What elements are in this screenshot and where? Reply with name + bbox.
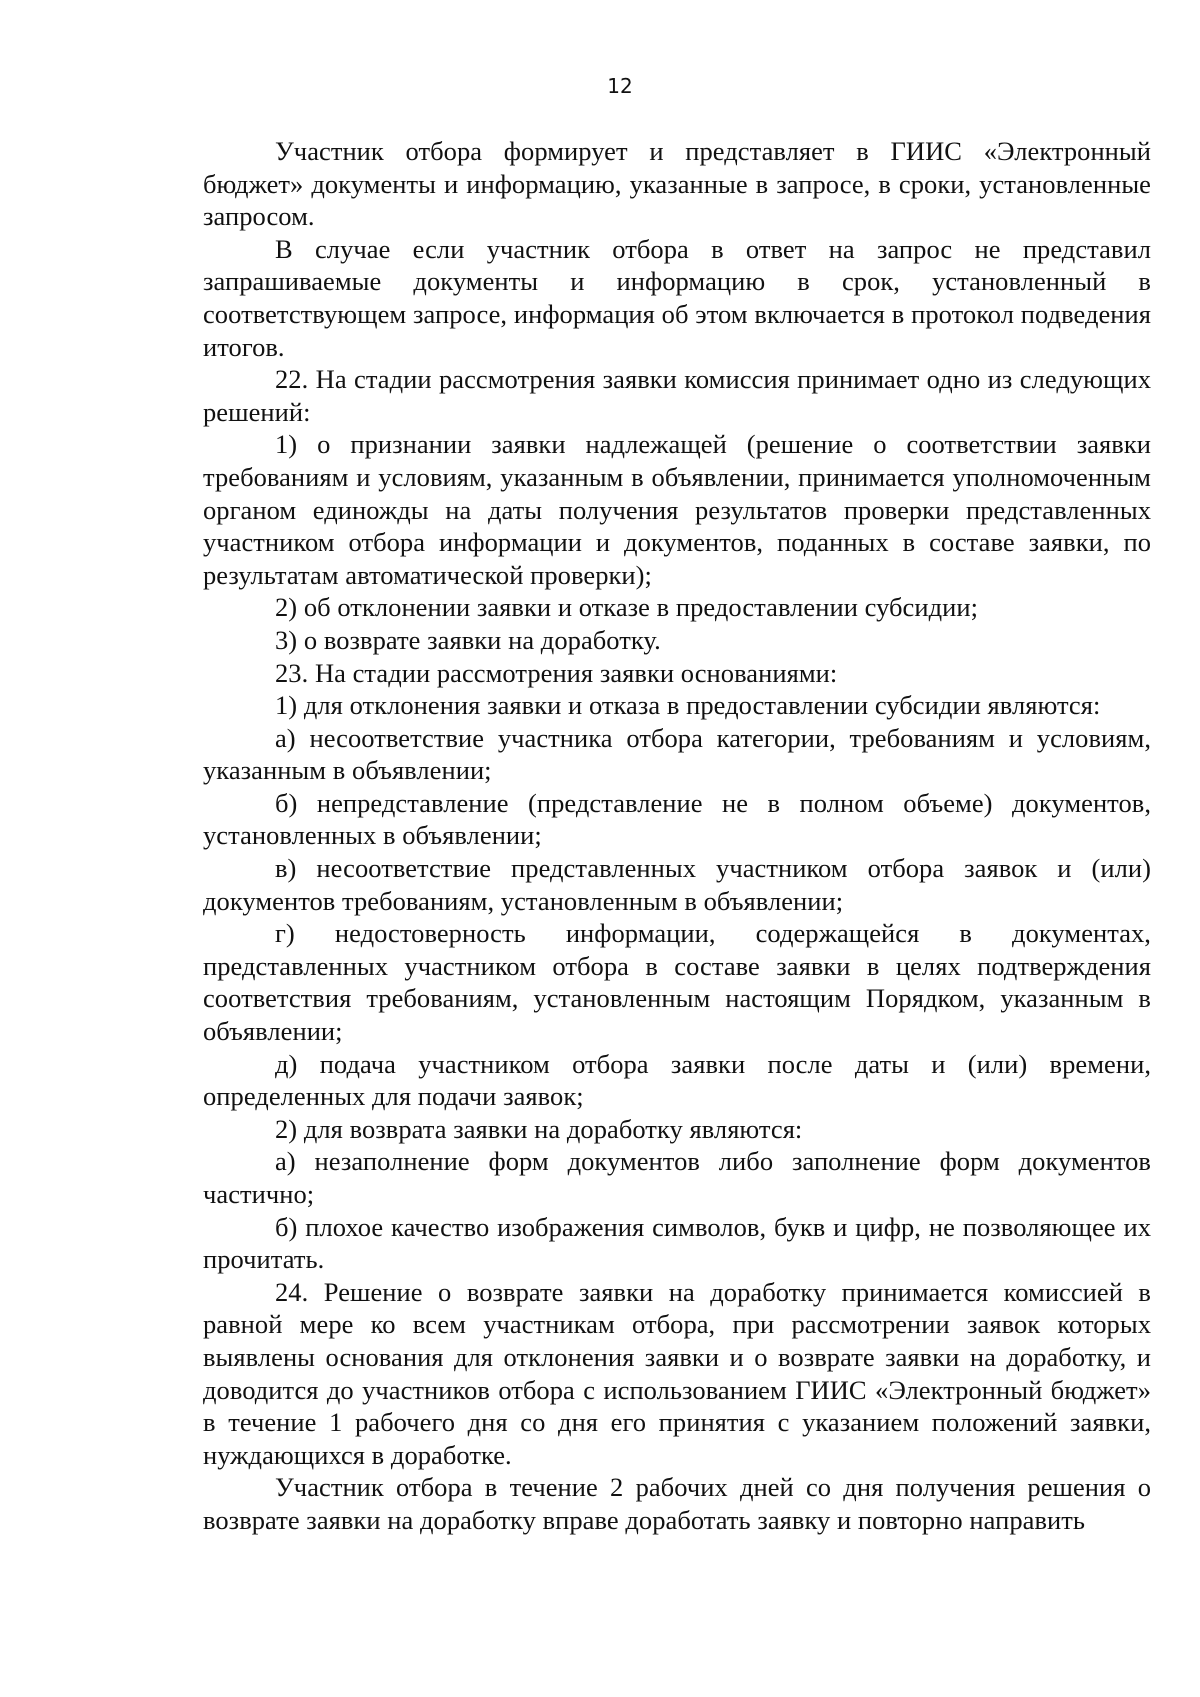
paragraph-ground-g: г) недостоверность информации, содержащейся в документах, представленных участником отбора в составе заявки в целях подтверждения соответствия требованиям, установленным настоящим Порядком, указанным в объявлении;: [203, 918, 1151, 1047]
paragraph-grounds-rejection: 1) для отклонения заявки и отказа в предоставлении субсидии являются:: [275, 690, 1101, 721]
document-body: [203, 135, 1151, 1537]
paragraph-decision-3: 3) о возврате заявки на доработку.: [275, 624, 661, 655]
paragraph-return-a: а) незаполнение форм документов либо заполнение форм документов частично;: [203, 1146, 1151, 1209]
paragraph-participant-submits: Участник отбора формирует и представляет в ГИИС «Электронный бюджет» документы и информацию, указанные в запросе, в сроки, установленные запросом.: [203, 136, 1151, 232]
paragraph-ground-d: д) подача участником отбора заявки после даты и (или) времени, определенных для подачи заявок;: [203, 1048, 1151, 1112]
paragraph-decision-2: 2) об отклонении заявки и отказе в предоставлении субсидии;: [275, 592, 979, 623]
paragraph-clause-22: 22. На стадии рассмотрения заявки комиссия принимает одно из следующих решений:: [203, 364, 1151, 427]
paragraph-not-submitted-in-time: В случае если участник отбора в ответ на запрос не представил запрашиваемые документы и информацию в срок, установленный в соответствующем запросе, информация об этом включается в протокол подведения итогов.: [203, 233, 1151, 362]
paragraph-clause-23: 23. На стадии рассмотрения заявки основаниями:: [275, 657, 838, 688]
paragraph-rework-deadline: Участник отбора в течение 2 рабочих дней со дня получения решения о возврате заявки на доработку вправе доработать заявку и повторно направить: [203, 1472, 1151, 1535]
paragraph-grounds-return: 2) для возврата заявки на доработку являются:: [275, 1113, 803, 1144]
paragraph-ground-v: в) несоответствие представленных участником отбора заявок и (или) документов требованиям, установленным в объявлении;: [203, 853, 1151, 916]
paragraph-clause-24: 24. Решение о возврате заявки на доработку принимается комиссией в равной мере ко всем участникам отбора, при рассмотрении заявок которых выявлены основания для отклонения заявки и о возврате заявки на доработку, и доводится до участников отбора с использованием ГИИС «Электронный бюджет» в течение 1 рабочего дня со дня его принятия с указанием положений заявки, нуждающихся в доработке.: [203, 1276, 1151, 1470]
paragraph-ground-a: а) несоответствие участника отбора категории, требованиям и условиям, указанным в объявлении;: [203, 722, 1151, 786]
paragraph-return-b: б) плохое качество изображения символов, букв и цифр, не позволяющее их прочитать.: [203, 1211, 1151, 1275]
paragraph-decision-1: 1) о признании заявки надлежащей (решение о соответствии заявки требованиям и условиям, указанным в объявлении, принимается уполномоченным органом единожды на даты получения результатов проверки представленных участником отбора информации и документов, поданных в составе заявки, по результатам автоматической проверки);: [203, 429, 1151, 590]
page-number: 12: [607, 74, 633, 98]
paragraph-ground-b: б) непредставление (представление не в полном объеме) документов, установленных в объявлении;: [203, 787, 1151, 851]
